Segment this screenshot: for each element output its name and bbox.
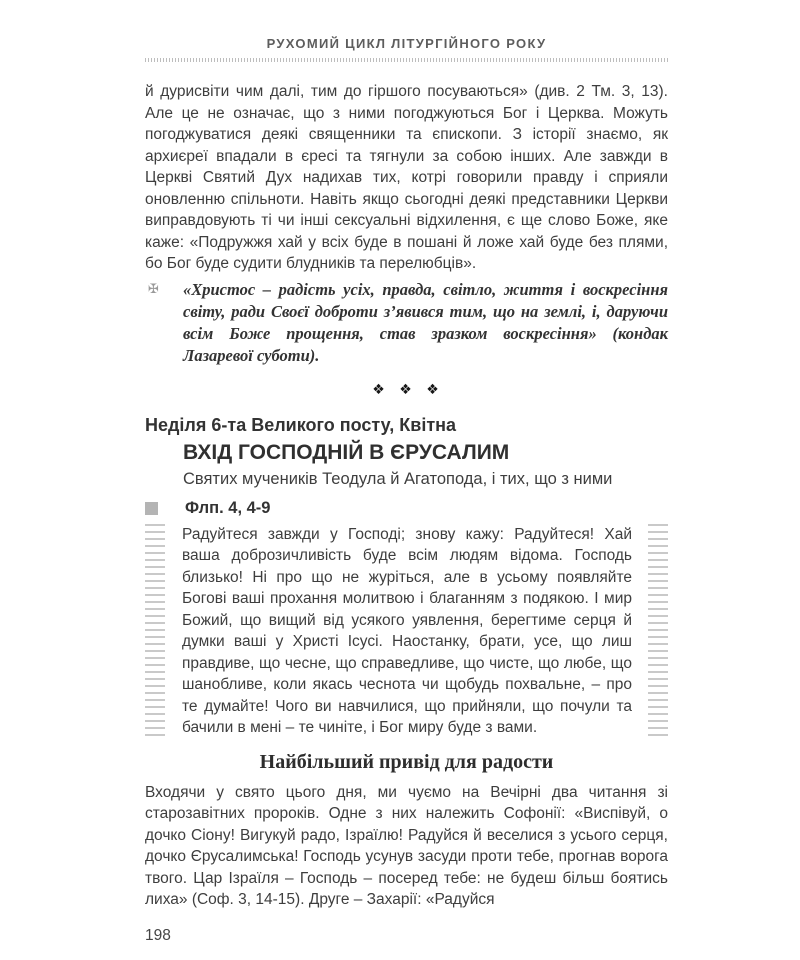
page-number: 198 (145, 926, 171, 944)
scripture-reference: Флп. 4, 4-9 (185, 498, 271, 517)
scripture-text: Радуйтеся завжди у Господі; знову кажу: Радуйтеся! Хай ваша доброзичливість буде всім людям відома. Господь близько! Ні про що не журіться, але в усьому появляйте Богові ваші прохання молитвою і благанням з подякою. І мир Божий, що вищий від усякого уявлення, берегтиме серця й думки ваші у Христі Ісусі. Наостанку, брати, усе, що лиш правдиве, що чесне, що справедливе, що чисте, що любе, що шанобливе, коли якась чеснота чи щобудь похвальне, – про те думайте! Чого ви навчилися, що прийняли, що почули та бачили в мені – те чиніте, і Бог миру буде з вами. (182, 525, 632, 736)
liturgical-quote-text: «Христос – радість усіх, правда, світло, життя і воскресіння світу, ради Своєї доброти з’явився тим, що на землі, і, даруючи всім Боже прощення, став зразком воскресіння» (кондак Лазаревої суботи). (183, 279, 668, 365)
section-paragraph: Входячи у свято цього дня, ми чуємо на Вечірні два читання зі старозавітних пророків. Одне з них належить Софонії: «Виспівуй, о дочко Сіону! Вигукуй радо, Ізраїлю! Радуйся й веселися з усього серця, дочко Єрусалимська! Господь усунув засуди проти тебе, прогнав ворога твого. Цар Ізраїля – Господь – посеред тебе: не будеш більш боятись лиха» (Соф. 3, 14-15). Друге – Захарії: «Радуйся (145, 783, 668, 908)
cross-icon: ✠ (148, 281, 159, 297)
header-dotted-rule (145, 58, 668, 62)
feast-subtitle: Святих мучеників Теодула й Агатопода, і тих, що з ними (183, 469, 613, 488)
square-bullet-icon (145, 502, 158, 515)
scripture-reading (145, 499, 668, 739)
section-heading: Найбільший привід для радости (259, 750, 554, 773)
feast-kicker: Неділя 6-та Великого посту, Квітна (145, 414, 457, 435)
right-hatch-rail (648, 524, 668, 739)
continuation-paragraph: й дурисвіти чим далі, тим до гіршого посуваються» (див. 2 Тм. 3, 13). Але це не означає, що з ними погоджуються Бог і Церква. Можуть погоджуватися деякі священники та єпископи. З історії знаємо, як архиєреї впадали в єресі та тягнули за собою інших. Але завжди в Церкві Святий Дух надихав тих, котрі говорили правду і сприяли оновленню спільноти. Навіть якщо сьогодні деякі представники Церкви виправдовують ті чи інші сексуальні відхилення, є ще слово Боже, яке каже: «Подружжя хай у всіх буде в пошані й ложе хай буде без плями, бо Бог буде судити блудників та перелюбців». (145, 83, 668, 272)
running-head (145, 36, 668, 62)
running-header-title: РУХОМИЙ ЦИКЛ ЛІТУРГІЙНОГО РОКУ (266, 36, 547, 51)
left-hatch-rail (145, 524, 165, 739)
feast-title: ВХІД ГОСПОДНІЙ В ЄРУСАЛИМ (183, 440, 510, 464)
page-content (145, 81, 668, 945)
fleuron-separator: ❖ ❖ ❖ (372, 381, 441, 398)
scripture-quote-block (145, 524, 668, 739)
scripture-reference-row (145, 499, 668, 518)
feast-heading-group (145, 414, 668, 490)
liturgical-quote-block (145, 279, 668, 367)
